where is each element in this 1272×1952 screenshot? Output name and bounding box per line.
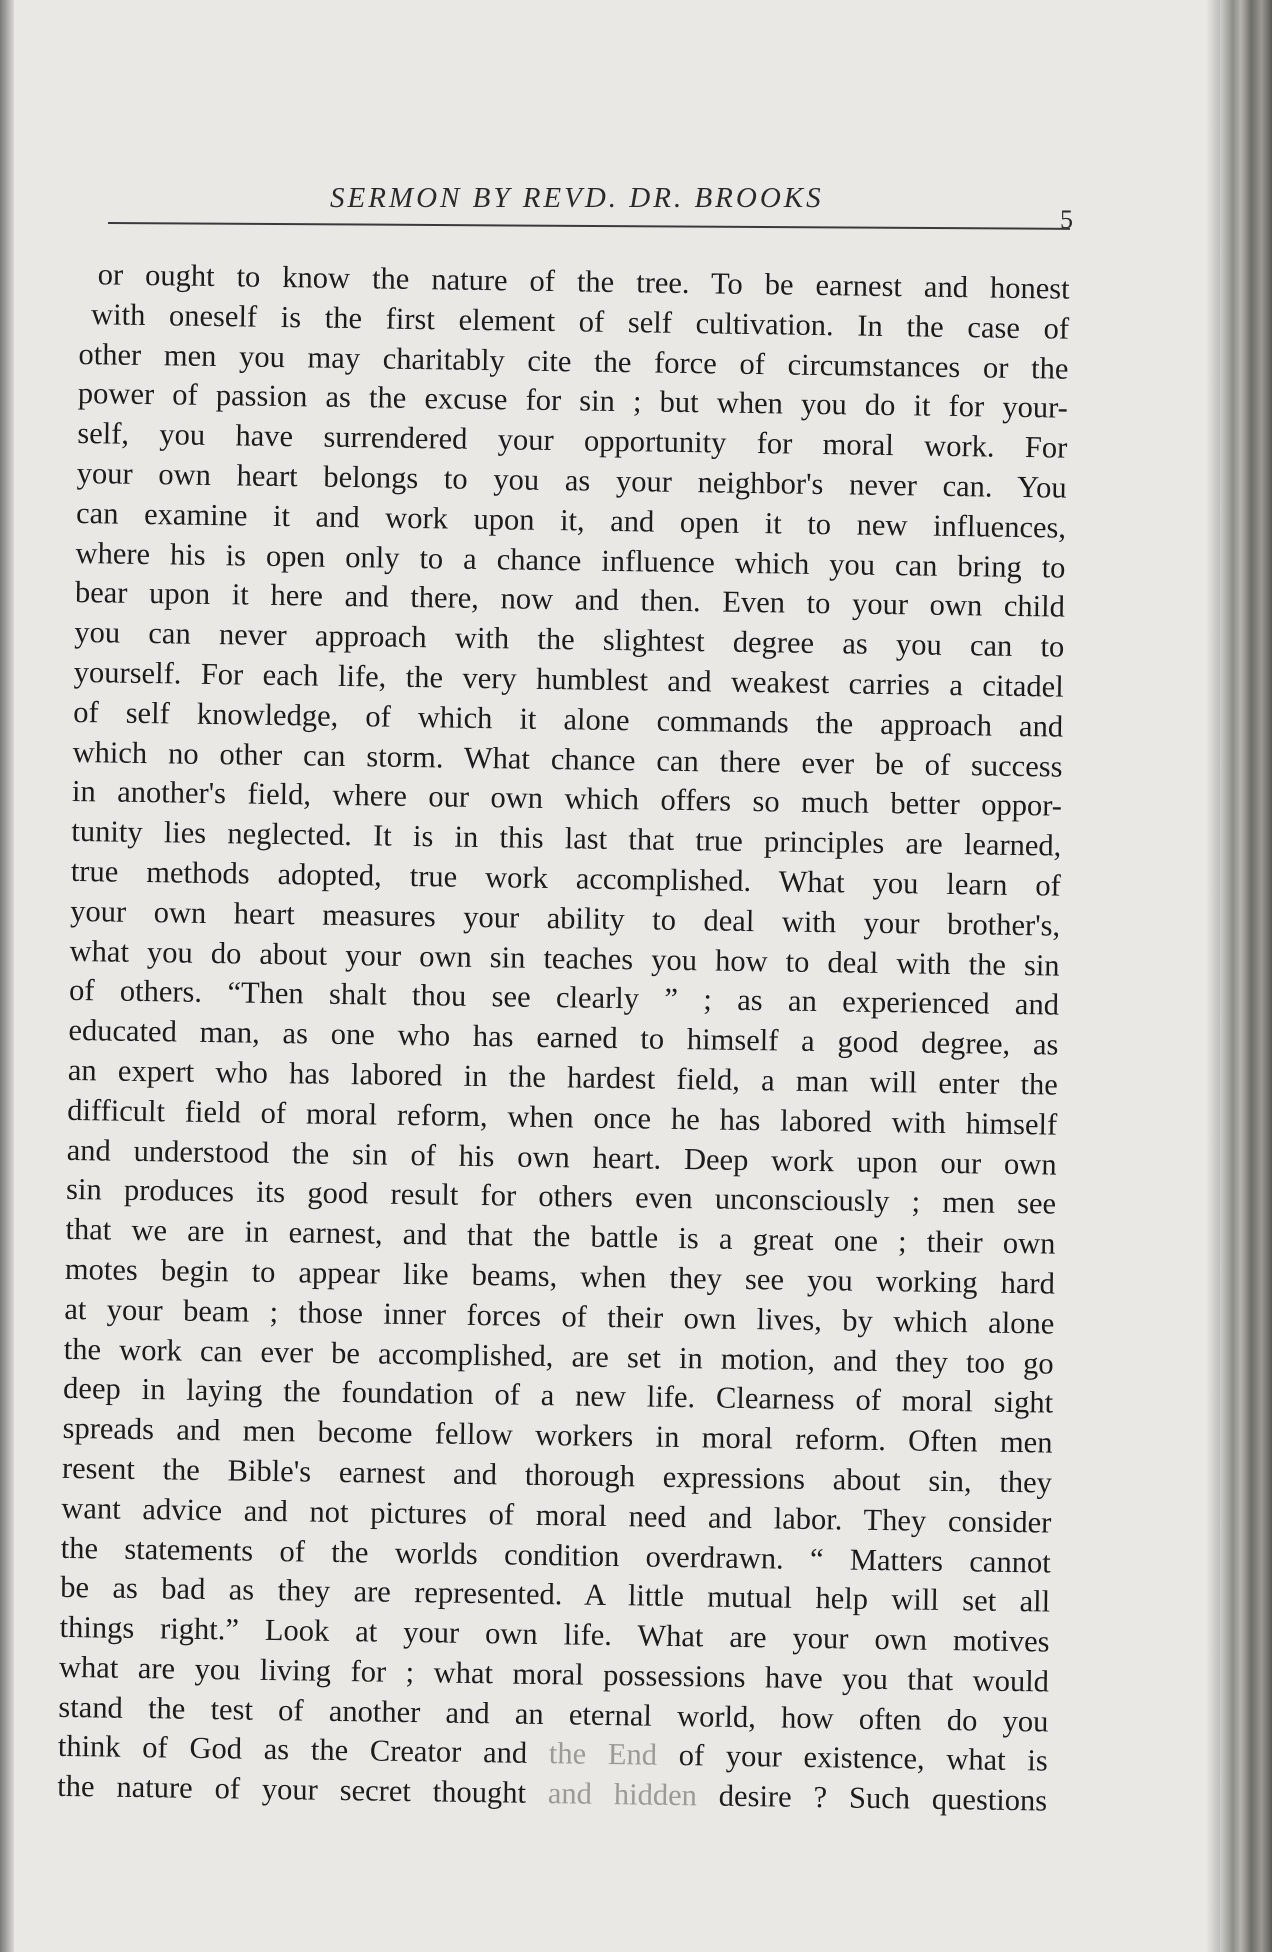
text-line: with oneself is the first element of self cultivation. In the case of: [90, 296, 1070, 346]
text-line: be as bad as they are represented. A little mutual help will set all: [59, 1570, 1051, 1619]
text-line: which no other can storm. What chance can there ever be of success: [72, 734, 1063, 784]
page-number: 5: [1060, 205, 1073, 234]
text-line: in another's field, where our own which offers so much better oppor-: [71, 774, 1063, 823]
text-line: and understood the sin of his own heart. Deep work upon our own: [66, 1132, 1057, 1182]
text-line: power of passion as the excuse for sin ; but when you do it for your-: [77, 376, 1069, 426]
text-line: educated man, as one who has earned to himself a good degree, as: [68, 1013, 1059, 1062]
text-line: spreads and men become fellow workers in moral reform. Often men: [62, 1410, 1053, 1460]
book-page: [57, 0, 1180, 1952]
running-head: SERMON BY REVD. DR. BROOKS: [330, 182, 824, 214]
text-line: you can never approach with the slightest degree as you can to: [74, 615, 1065, 664]
text-line: of others. “Then shalt thou see clearly ” ; as an experienced and: [68, 973, 1060, 1022]
text-line: can examine it and work upon it, and open it to new influences,: [75, 495, 1067, 545]
header-rule: [108, 222, 1070, 230]
text-line: other men you may charitably cite the force of circumstances or the: [78, 336, 1069, 386]
text-line: what you do about your own sin teaches you how to deal with the sin: [69, 933, 1060, 983]
text-line: resent the Bible's earnest and thorough expressions about sin, they: [61, 1450, 1053, 1500]
text-line: what are you living for ; what moral possessions have you that would: [58, 1649, 1050, 1699]
text-line: the work can ever be accomplished, are set in motion, and they too go: [63, 1331, 1054, 1381]
text-line: sin produces its good result for others even unconsciously ; men see: [65, 1172, 1057, 1221]
text-line: motes begin to appear like beams, when they see you working hard: [64, 1251, 1056, 1301]
text-line: or ought to know the nature of the tree. To be earnest and honest: [97, 257, 1070, 306]
text-line: at your beam ; those inner forces of their own lives, by which alone: [64, 1291, 1055, 1341]
text-line: the statements of the worlds condition overdrawn. “ Matters cannot: [60, 1530, 1051, 1580]
text-segment: of your existence, what is: [656, 1738, 1049, 1779]
text-line: true methods adopted, true work accomplished. What you learn of: [70, 853, 1062, 903]
text-line: deep in laying the foundation of a new life. Clearness of moral sight: [62, 1371, 1054, 1420]
text-segment: think of God as the Creator and: [57, 1729, 550, 1771]
text-line: of self knowledge, of which it alone commands the approach and: [72, 694, 1064, 744]
faded-text: the End: [548, 1736, 658, 1773]
text-line: where his is open only to a chance influence which you can bring to: [75, 535, 1066, 585]
faded-text: and hidden: [547, 1776, 698, 1813]
text-line: your own heart belongs to you as your neighbor's never can. You: [76, 455, 1067, 505]
text-line: tunity lies neglected. It is in this last that true principles are learned,: [71, 814, 1062, 863]
binding-shadow: [0, 0, 14, 1952]
text-line: an expert who has labored in the hardest field, a man will enter the: [67, 1052, 1059, 1102]
text-line: difficult field of moral reform, when once he has labored with himself: [67, 1092, 1058, 1142]
text-line: want advice and not pictures of moral need and labor. They consider: [61, 1490, 1052, 1540]
page-edge: [1220, 0, 1272, 1952]
text-line: your own heart measures your ability to deal with your brother's,: [70, 893, 1061, 943]
text-line: stand the test of another and an eternal world, how often do you: [58, 1689, 1049, 1739]
text-segment: desire ? Such questions: [696, 1778, 1048, 1818]
text-line: bear upon it here and there, now and then. Even to your own child: [74, 575, 1066, 625]
body-text: [57, 255, 1070, 1822]
text-line: self, you have surrendered your opportunity for moral work. For: [77, 416, 1068, 465]
text-line: that we are in earnest, and that the battle is a great one ; their own: [65, 1212, 1056, 1261]
text-segment: the nature of your secret thought: [57, 1769, 549, 1811]
text-line: things right.” Look at your own life. What are your own motives: [59, 1609, 1050, 1659]
text-line: yourself. For each life, the very humblest and weakest carries a citadel: [73, 654, 1064, 704]
